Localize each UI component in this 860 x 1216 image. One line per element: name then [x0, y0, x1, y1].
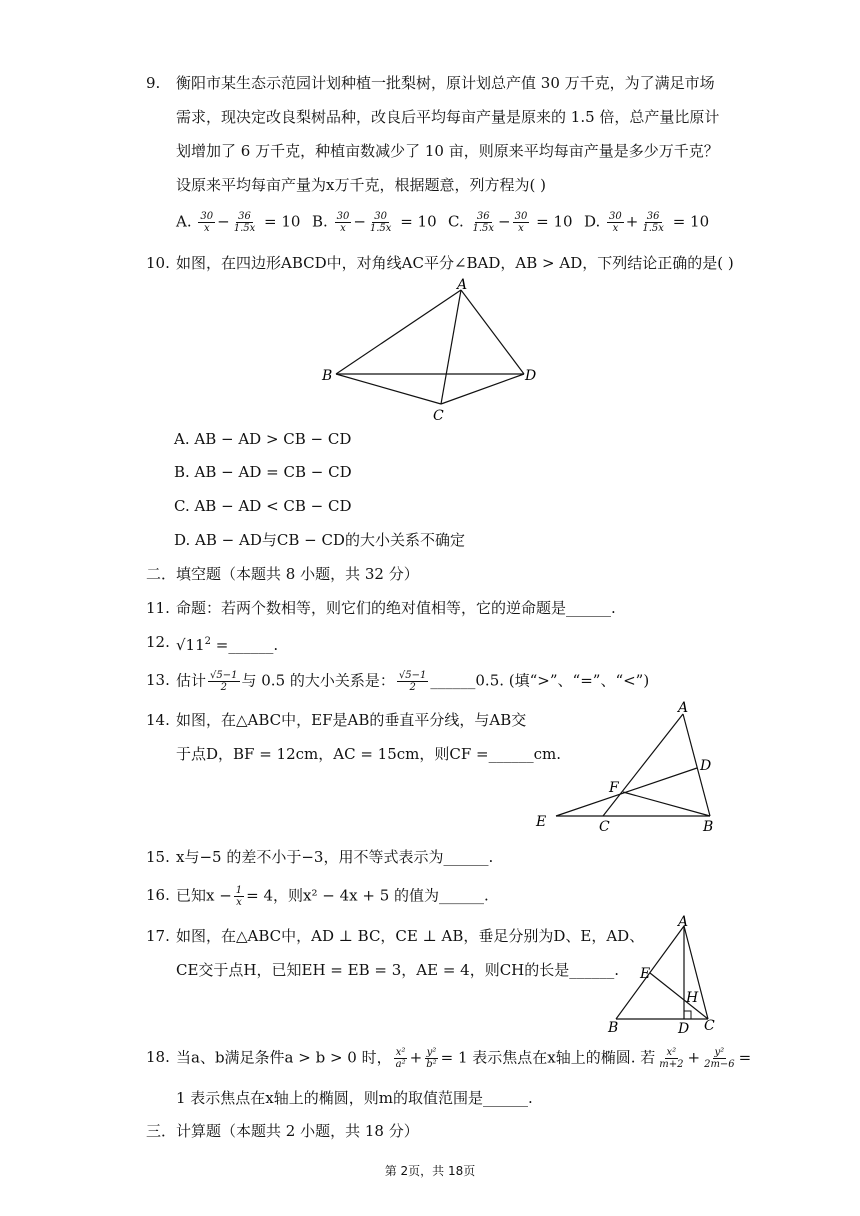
point-label-e: E	[536, 814, 547, 830]
segment-ac	[441, 290, 461, 404]
segment-bc	[336, 374, 441, 404]
point-label-f: F	[609, 780, 619, 796]
fraction: $\frac{30}{x}$	[336, 211, 350, 234]
question-text: 当a、b满足条件a > b > 0 时， $\frac{\text{x²}}{\text{a²}}$ + $\frac{\text{y²}}{\text{b²}}$ = 1 表示焦点在x轴上的椭圆. 若 $\frac{\text{x²}}{m+2}$ + $\frac{\text{y²}}{2m-6}$ =	[176, 1047, 752, 1070]
question-text: 1 表示焦点在x轴上的椭圆，则m的取值范围是______.	[176, 1089, 533, 1107]
fraction: $\frac{30}{x}$	[514, 211, 528, 234]
section-heading: 二．填空题（本题共 8 小题，共 32 分）	[146, 565, 419, 583]
option-b: B. $\frac{30}{x}$ − $\frac{30}{1.5x}$ = 10	[312, 211, 437, 234]
fraction: $\frac{36}{1.5x}$	[472, 211, 495, 234]
point-label-e: E	[640, 966, 651, 982]
option-c: C. AB − AD < CB − CD	[174, 497, 352, 515]
question-text: 如图，在四边形ABCD中，对角线AC平分∠BAD，AB > AD，下列结论正确的是( )	[176, 254, 734, 272]
point-label-a: A	[678, 914, 689, 930]
question-number: 18.	[146, 1048, 170, 1066]
section-heading: 三．计算题（本题共 2 小题，共 18 分）	[146, 1122, 419, 1140]
question-text: 设原来平均每亩产量为x万千克，根据题意，列方程为( )	[176, 176, 546, 194]
question-text: 如图，在△ABC中，AD ⊥ BC，CE ⊥ AB，垂足分别为D、E，AD、	[176, 927, 645, 945]
question-number: 9.	[146, 74, 161, 92]
question-text: 估计 $\frac{√5-1}{2}$ 与 0.5 的大小关系是： $\frac{√5-1}{2}$ ______0.5. (填“>”、“=”、“<”)	[176, 670, 650, 693]
segment-ac	[603, 714, 683, 816]
point-label-b: B	[703, 819, 714, 835]
option-a: A. $\frac{30}{x}$ − $\frac{36}{1.5x}$ = 10	[176, 211, 301, 234]
point-label-d: D	[678, 1021, 690, 1037]
question-text: 如图，在△ABC中，EF是AB的垂直平分线，与AB交	[176, 711, 527, 729]
question-text: CE交于点H，已知EH = EB = 3，AE = 4，则CH的长是______.	[176, 961, 620, 979]
fraction: $\frac{36}{1.5x}$	[233, 211, 256, 234]
point-label-b: B	[608, 1020, 619, 1036]
point-label-c: C	[433, 408, 444, 424]
point-label-b: B	[322, 368, 333, 384]
page-footer: 第 2页，共 18页	[384, 1164, 476, 1178]
option-label: C.	[448, 212, 464, 231]
question-text: 需求，现决定改良梨树品种，改良后平均每亩产量是原来的 1.5 倍，总产量比原计	[176, 108, 720, 126]
option-a: A. AB − AD > CB − CD	[174, 430, 352, 448]
segment-ce	[650, 973, 708, 1019]
fraction: $\frac{36}{1.5x}$	[642, 211, 664, 234]
segment-fb	[623, 792, 710, 816]
question-number: 10.	[146, 254, 170, 272]
option-d: D. $\frac{30}{x}$ + $\frac{36}{1.5x}$ = 10	[584, 211, 710, 234]
triangle-diagram-14	[530, 700, 730, 838]
question-text: 划增加了 6 万千克，种植亩数减少了 10 亩，则原来平均每亩产量是多少万千克？	[176, 142, 719, 160]
question-number: 11.	[146, 599, 170, 617]
point-label-d: D	[525, 368, 537, 384]
right-angle-mark	[684, 1011, 691, 1019]
quadrilateral-diagram	[318, 276, 548, 426]
question-text: 衡阳市某生态示范园计划种植一批梨树，原计划总产值 30 万千克，为了满足市场	[176, 74, 715, 92]
question-number: 12.	[146, 633, 170, 651]
question-text: 命题：若两个数相等，则它们的绝对值相等，它的逆命题是______.	[176, 599, 616, 617]
point-label-a: A	[457, 277, 468, 293]
question-text: 已知x − $\frac{1}{x}$ = 4，则x² − 4x + 5 的值为______.	[176, 885, 489, 908]
question-text: x与−5 的差不小于−3，用不等式表示为______.	[176, 848, 494, 866]
fraction: $\frac{30}{x}$	[609, 211, 622, 234]
question-number: 17.	[146, 927, 170, 945]
question-number: 15.	[146, 848, 170, 866]
question-text: 于点D，BF = 12cm，AC = 15cm，则CF =______cm.	[176, 745, 562, 763]
option-label: D.	[584, 212, 601, 231]
question-number: 13.	[146, 671, 170, 689]
fraction: $\frac{30}{x}$	[200, 211, 214, 234]
option-b: B. AB − AD = CB − CD	[174, 463, 352, 481]
option-label: A.	[176, 212, 192, 231]
option-d: D. AB − AD与CB − CD的大小关系不确定	[174, 531, 465, 549]
point-label-d: D	[700, 758, 712, 774]
fraction: $\frac{30}{1.5x}$	[369, 211, 392, 234]
question-number: 16.	[146, 886, 170, 904]
segment-ed	[556, 768, 697, 816]
triangle-diagram-17	[600, 912, 730, 1038]
segment-cd	[441, 374, 524, 404]
point-label-h: H	[686, 990, 699, 1006]
point-label-c: C	[599, 819, 610, 835]
point-label-c: C	[704, 1018, 715, 1034]
question-number: 14.	[146, 711, 170, 729]
point-label-a: A	[678, 700, 689, 716]
question-text: $√11^2$ =______.	[176, 636, 279, 654]
option-c: C. $\frac{36}{1.5x}$ − $\frac{30}{x}$ = 10	[448, 211, 573, 234]
segment-ad	[461, 290, 524, 374]
segment-ab	[336, 290, 461, 374]
option-label: B.	[312, 212, 328, 231]
